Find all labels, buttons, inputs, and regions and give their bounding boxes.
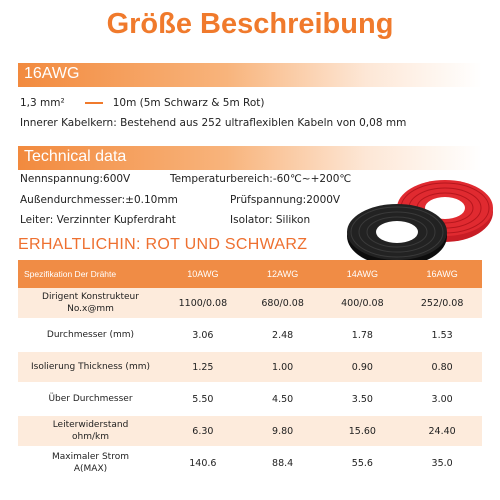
row-label [18,329,163,341]
header-10awg: 10AWG [187,269,219,279]
cell: 6.30 [192,425,214,437]
cell: 3.50 [351,393,373,405]
row-label [18,419,163,443]
cell: 680/0.08 [261,297,304,309]
cell: 35.0 [431,457,453,469]
row-label-line: A(MAX) [73,464,108,474]
header-spec: Spezifikation Der Drähte [24,269,117,279]
cell: 5.50 [192,393,214,405]
cell: 1.00 [272,361,294,373]
cell: 3.00 [431,393,453,405]
row-label-line: Über Durchmesser [48,394,133,404]
row-label-line: ohm/km [72,432,109,442]
header-16awg: 16AWG [426,269,458,279]
inner-core-line: Innerer Kabelkern: Bestehend aus 252 ultraflexiblen Kabeln von 0,08 mm [20,117,407,129]
cell: 1.25 [192,361,214,373]
cable-length: 10m (5m Schwarz & 5m Rot) [112,97,265,109]
temperature-range: Temperaturbereich:-60℃~+200℃ [170,173,352,185]
row-label-line: Leiterwiderstand [52,420,129,430]
cell: 15.60 [348,425,376,437]
table-row [18,352,482,384]
cell: 0.80 [431,361,453,373]
cell: 2.48 [272,329,294,341]
tech-banner-label: Technical data [24,148,127,165]
cell: 0.90 [351,361,373,373]
table-row [18,288,482,320]
table-header [18,260,482,288]
header-12awg: 12AWG [267,269,299,279]
cell: 1.78 [351,329,373,341]
cell: 400/0.08 [341,297,384,309]
row-label-line: No.x@mm [67,304,114,314]
row-label [18,451,163,475]
cable-coils-image [345,178,495,266]
table-row [18,448,482,480]
row-label-line: Dirigent Konstrukteur [42,292,139,302]
dash-divider [85,102,103,104]
header-14awg: 14AWG [346,269,378,279]
cell: 1100/0.08 [178,297,228,309]
row-label [18,393,163,405]
cell: 1.53 [431,329,453,341]
row-label-line: Maximaler Strom [51,452,129,462]
row-label [18,291,163,315]
cell: 252/0.08 [420,297,464,309]
row-label-line: Durchmesser (mm) [46,330,135,340]
test-voltage: Prüfspannung:2000V [230,194,341,206]
black-cable-coil [347,204,447,266]
conductor: Leiter: Verzinnter Kupferdraht [20,214,176,226]
rated-voltage: Nennspannung:600V [20,173,131,185]
row-label-line: Isolierung Thickness (mm) [31,362,150,372]
cell: 24.40 [428,425,456,437]
cell: 4.50 [272,393,294,405]
cell: 3.06 [192,329,214,341]
cross-section: 1,3 mm² [20,97,65,109]
cell: 9.80 [272,425,294,437]
outer-diameter: Außendurchmesser:±0.10mm [20,194,178,206]
gauge-banner-label: 16AWG [24,65,80,82]
insulator: Isolator: Silikon [230,214,311,226]
table-row [18,416,482,448]
cable-size-line [20,97,265,109]
row-label [18,361,163,373]
table-row [18,320,482,352]
availability-note: ERHALTLICHIN: ROT UND SCHWARZ [18,236,308,253]
tech-banner [18,146,482,170]
cell: 140.6 [189,457,217,469]
spec-table [18,260,482,480]
cell: 88.4 [272,457,294,469]
cell: 55.6 [351,457,373,469]
page-title: Größe Beschreibung [106,8,394,40]
gauge-banner [18,63,482,87]
table-row [18,384,482,416]
